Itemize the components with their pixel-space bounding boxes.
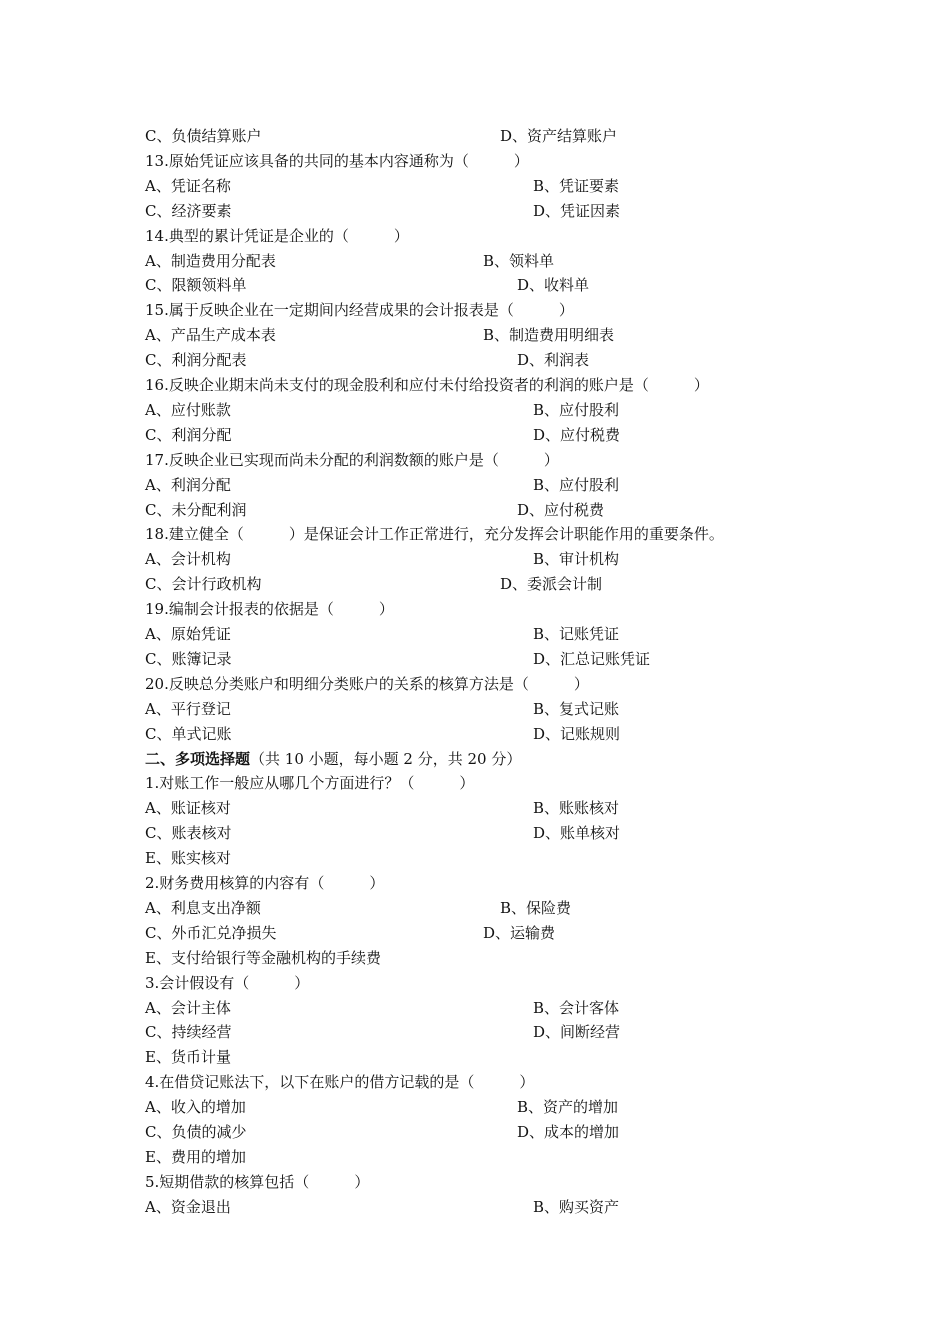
option-right: D、间断经营 bbox=[533, 1023, 621, 1042]
option-row bbox=[145, 199, 845, 224]
question-text: 3.会计假设有（ ） bbox=[145, 973, 310, 992]
question-text: E、账实核对 bbox=[145, 849, 231, 868]
question-line bbox=[145, 373, 845, 398]
option-row bbox=[145, 647, 845, 672]
option-left: C、利润分配表 bbox=[145, 351, 247, 370]
option-right: B、凭证要素 bbox=[533, 176, 620, 195]
option-left: C、未分配利润 bbox=[145, 500, 247, 519]
question-line bbox=[145, 224, 845, 249]
option-right: D、应付税费 bbox=[533, 425, 621, 444]
question-line bbox=[145, 448, 845, 473]
option-left: A、收入的增加 bbox=[145, 1098, 246, 1117]
question-line bbox=[145, 871, 845, 896]
question-text: E、支付给银行等金融机构的手续费 bbox=[145, 948, 381, 967]
option-row bbox=[145, 622, 845, 647]
question-text: 20.反映总分类账户和明细分类账户的关系的核算方法是（ ） bbox=[145, 674, 589, 693]
option-left: C、利润分配 bbox=[145, 425, 232, 444]
question-line bbox=[145, 298, 845, 323]
option-right: B、购买资产 bbox=[533, 1197, 620, 1216]
option-row bbox=[145, 796, 845, 821]
option-right: B、会计客体 bbox=[533, 998, 620, 1017]
option-left: A、应付账款 bbox=[145, 400, 231, 419]
option-row bbox=[145, 124, 845, 149]
option-left: A、制造费用分配表 bbox=[145, 251, 276, 270]
option-left: A、利润分配 bbox=[145, 475, 231, 494]
section-heading bbox=[145, 747, 845, 772]
question-text: 19.编制会计报表的依据是（ ） bbox=[145, 600, 394, 619]
option-row bbox=[145, 423, 845, 448]
option-row bbox=[145, 1195, 845, 1220]
question-line bbox=[145, 1170, 845, 1195]
option-right: B、制造费用明细表 bbox=[483, 326, 615, 345]
option-row bbox=[145, 174, 845, 199]
option-right: D、记账规则 bbox=[533, 724, 621, 743]
option-row bbox=[145, 348, 845, 373]
option-left: A、资金退出 bbox=[145, 1197, 231, 1216]
question-line bbox=[145, 1045, 845, 1070]
option-right: D、利润表 bbox=[517, 351, 590, 370]
option-row bbox=[145, 1095, 845, 1120]
option-right: D、收料单 bbox=[517, 276, 590, 295]
option-right: D、凭证因素 bbox=[533, 201, 621, 220]
option-row bbox=[145, 821, 845, 846]
question-text: 18.建立健全（ ）是保证会计工作正常进行，充分发挥会计职能作用的重要条件。 bbox=[145, 525, 724, 544]
option-right: B、领料单 bbox=[483, 251, 555, 270]
option-row bbox=[145, 722, 845, 747]
option-right: D、运输费 bbox=[483, 923, 556, 942]
question-line bbox=[145, 149, 845, 174]
question-text: 1.对账工作一般应从哪几个方面进行？（ ） bbox=[145, 774, 475, 793]
question-text: 13.原始凭证应该具备的共同的基本内容通称为（ ） bbox=[145, 151, 529, 170]
option-row bbox=[145, 273, 845, 298]
question-line bbox=[145, 672, 845, 697]
option-left: C、账簿记录 bbox=[145, 649, 232, 668]
question-text: 4.在借贷记账法下，以下在账户的借方记载的是（ ） bbox=[145, 1073, 535, 1092]
option-right: D、应付税费 bbox=[517, 500, 605, 519]
option-left: C、负债结算账户 bbox=[145, 127, 262, 145]
option-left: C、外币汇兑净损失 bbox=[145, 923, 277, 942]
question-line bbox=[145, 946, 845, 971]
question-line bbox=[145, 771, 845, 796]
option-row bbox=[145, 896, 845, 921]
option-left: A、会计主体 bbox=[145, 998, 231, 1017]
option-left: A、账证核对 bbox=[145, 799, 231, 818]
question-line bbox=[145, 1070, 845, 1095]
option-left: A、平行登记 bbox=[145, 699, 231, 718]
option-right: B、复式记账 bbox=[533, 699, 620, 718]
question-text: 17.反映企业已实现而尚未分配的利润数额的账户是（ ） bbox=[145, 450, 559, 469]
option-left: A、凭证名称 bbox=[145, 176, 231, 195]
option-right: B、应付股利 bbox=[533, 475, 620, 494]
option-row bbox=[145, 572, 845, 597]
question-line bbox=[145, 971, 845, 996]
option-left: A、产品生产成本表 bbox=[145, 326, 276, 345]
option-left: C、账表核对 bbox=[145, 824, 232, 843]
option-right: B、记账凭证 bbox=[533, 625, 620, 643]
option-right: B、资产的增加 bbox=[517, 1098, 619, 1117]
question-text: 15.属于反映企业在一定期间内经营成果的会计报表是（ ） bbox=[145, 301, 574, 320]
question-text: 14.典型的累计凭证是企业的（ ） bbox=[145, 226, 409, 245]
question-text: 16.反映企业期末尚未支付的现金股利和应付未付给投资者的利润的账户是（ ） bbox=[145, 376, 709, 394]
question-line bbox=[145, 597, 845, 622]
option-left: C、持续经营 bbox=[145, 1023, 232, 1042]
option-right: B、应付股利 bbox=[533, 400, 620, 419]
option-right: D、资产结算账户 bbox=[500, 127, 618, 145]
question-text: E、货币计量 bbox=[145, 1048, 231, 1067]
option-right: D、成本的增加 bbox=[517, 1123, 620, 1141]
option-left: C、会计行政机构 bbox=[145, 575, 262, 594]
section-title: 二、多项选择题 bbox=[145, 749, 251, 768]
section-note: （共 10 小题，每小题 2 分，共 20 分） bbox=[250, 749, 522, 768]
option-row bbox=[145, 498, 845, 523]
question-text: 5.短期借款的核算包括（ ） bbox=[145, 1172, 370, 1191]
option-left: C、负债的减少 bbox=[145, 1123, 247, 1141]
option-row bbox=[145, 473, 845, 498]
option-right: D、账单核对 bbox=[533, 824, 621, 843]
option-right: B、账账核对 bbox=[533, 799, 620, 818]
question-line bbox=[145, 522, 845, 547]
option-row bbox=[145, 1020, 845, 1045]
option-row bbox=[145, 249, 845, 274]
question-line bbox=[145, 846, 845, 871]
option-right: D、汇总记账凭证 bbox=[533, 649, 651, 668]
option-left: C、单式记账 bbox=[145, 724, 232, 743]
option-row bbox=[145, 697, 845, 722]
option-right: D、委派会计制 bbox=[500, 575, 603, 594]
option-row bbox=[145, 921, 845, 946]
option-left: A、利息支出净额 bbox=[145, 898, 261, 917]
option-row bbox=[145, 1120, 845, 1145]
option-row bbox=[145, 323, 845, 348]
option-row bbox=[145, 996, 845, 1021]
question-line bbox=[145, 1145, 845, 1170]
option-right: B、保险费 bbox=[500, 898, 572, 917]
question-text: E、费用的增加 bbox=[145, 1147, 246, 1166]
question-text: 2.财务费用核算的内容有（ ） bbox=[145, 874, 385, 892]
option-left: A、原始凭证 bbox=[145, 625, 231, 643]
option-left: A、会计机构 bbox=[145, 550, 231, 569]
option-left: C、限额领料单 bbox=[145, 276, 247, 295]
option-row bbox=[145, 547, 845, 572]
option-right: B、审计机构 bbox=[533, 550, 620, 569]
option-left: C、经济要素 bbox=[145, 201, 232, 220]
option-row bbox=[145, 398, 845, 423]
